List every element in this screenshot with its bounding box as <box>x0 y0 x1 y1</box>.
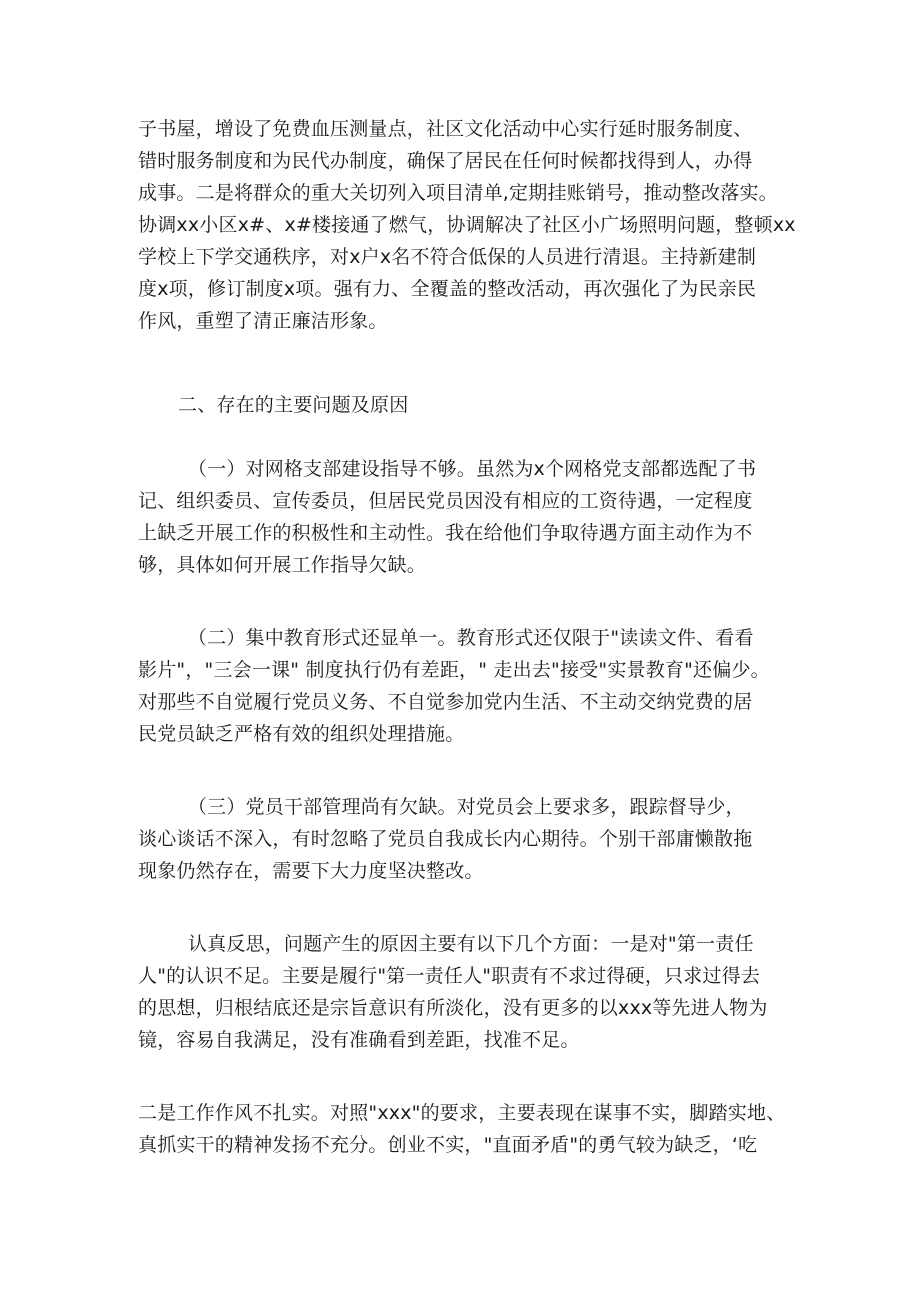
paragraph-work-style <box>138 1097 786 1161</box>
paragraph-achievements <box>138 113 796 337</box>
text-line: 人"的认识不足。主要是履行"第一责任人"职责有不求过得硬，只求过得去 <box>138 965 761 987</box>
paragraph-issue-3 <box>138 791 782 887</box>
paragraph-issue-1 <box>138 453 782 581</box>
text-line: 镜，容易自我满足，没有准确看到差距，找准不足。 <box>138 1029 580 1051</box>
text-line: 够，具体如何开展工作指导欠缺。 <box>138 554 427 576</box>
text-line: 错时服务制度和为民代办制度，确保了居民在任何时候都找得到人，办得 <box>138 150 753 172</box>
text-line: 民党员缺乏严格有效的组织处理措施。 <box>138 723 465 745</box>
text-line: 现象仍然存在，需要下大力度坚决整改。 <box>138 860 484 882</box>
text-line: 上缺乏开展工作的积极性和主动性。我在给他们争取待遇方面主动作为不 <box>138 522 753 544</box>
paragraph-issue-2 <box>138 622 782 750</box>
text-line: 度x项，修订制度x项。强有力、全覆盖的整改活动，再次强化了为民亲民 <box>138 278 757 300</box>
text-line: 真抓实干的精神发扬不充分。创业不实，"直面矛盾"的勇气较为缺乏，‘吃 <box>138 1134 758 1156</box>
paragraph-reflection <box>138 928 782 1056</box>
text-line: 二是工作作风不扎实。对照"xxx"的要求，主要表现在谋事不实，脚踏实地、 <box>138 1102 786 1124</box>
text-line: 谈心谈话不深入，有时忽略了党员自我成长内心期待。个别干部庸懒散拖 <box>138 828 753 850</box>
text-line: 作风，重塑了清正廉洁形象。 <box>138 310 388 332</box>
text-line: 成事。二是将群众的重大关切列入项目清单,定期挂账销号，推动整改落实。 <box>138 182 778 204</box>
text-line: （二）集中教育形式还显单一。教育形式还仅限于"读读文件、看看 <box>138 627 754 649</box>
text-line: （一）对网格支部建设指导不够。虽然为x个网格党支部都选配了书 <box>138 458 757 480</box>
text-line: 子书屋，增设了免费血压测量点，社区文化活动中心实行延时服务制度、 <box>138 118 753 140</box>
text-line: 记、组织委员、宣传委员，但居民党员因没有相应的工资待遇，一定程度 <box>138 490 753 512</box>
text-line: 对那些不自觉履行党员义务、不自觉参加党内生活、不主动交纳党费的居 <box>138 691 753 713</box>
text-line: 学校上下学交通秩序，对x户x名不符合低保的人员进行清退。主持新建制 <box>138 246 757 268</box>
text-line: 影片"，"三会一课" 制度执行仍有差距，" 走出去"接受"实景教育"还偏少。 <box>138 659 770 681</box>
text-line: 协调xx小区x#、x#楼接通了燃气，协调解决了社区小广场照明问题，整顿xx <box>138 214 796 236</box>
text-line: （三）党员干部管理尚有欠缺。对党员会上要求多，跟踪督导少， <box>138 796 745 818</box>
text-line: 的思想，归根结底还是宗旨意识有所淡化，没有更多的以xxx等先进人物为 <box>138 997 768 1019</box>
text-line: 认真反思，问题产生的原因主要有以下几个方面：一是对"第一责任 <box>138 933 754 955</box>
section-heading: 二、存在的主要问题及原因 <box>178 394 409 416</box>
